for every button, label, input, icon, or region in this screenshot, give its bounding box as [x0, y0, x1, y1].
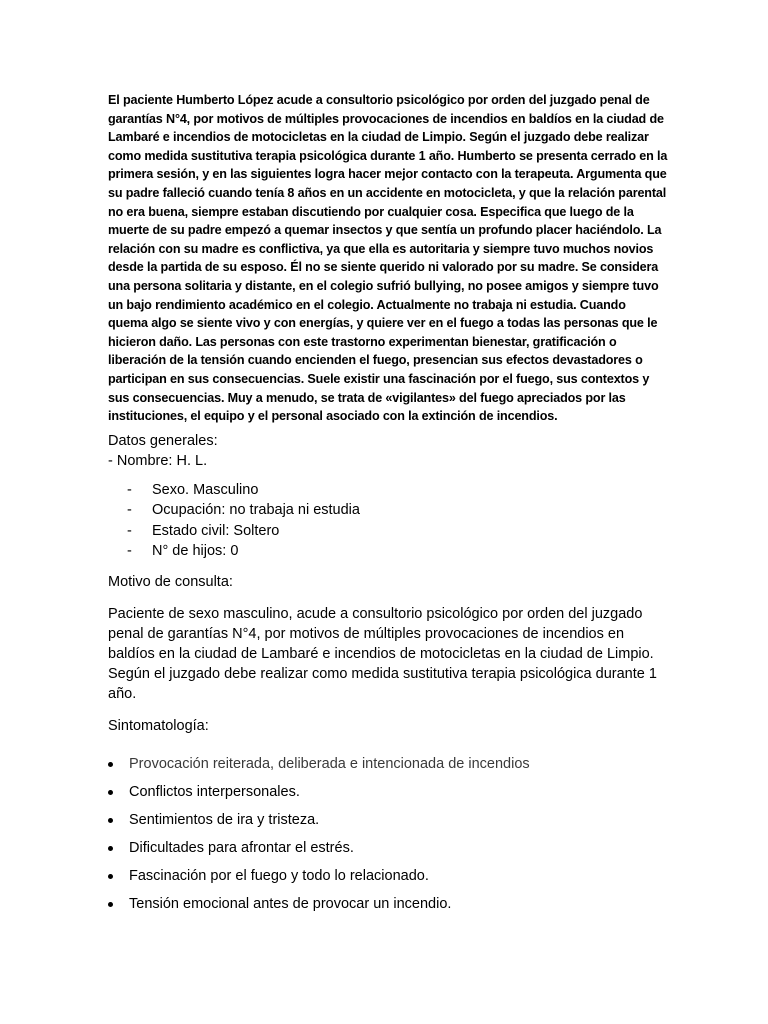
datos-generales-section: [108, 431, 668, 562]
datos-generales-heading: Datos generales:: [108, 432, 218, 449]
list-item: [108, 866, 668, 886]
list-item: [108, 782, 668, 802]
list-item: [108, 541, 668, 562]
nombre-line: - Nombre: H. L.: [108, 452, 208, 469]
sintoma-item: Conflictos interpersonales.: [129, 783, 300, 800]
motivo-text: Paciente de sexo masculino, acude a consultorio psicológico por orden del juzgado penal de garantías N°4, por motivos de múltiples provocaciones de incendios en baldíos en la ciudad de Lambaré e incendios de motocicletas en la ciudad de Limpio. Según el juzgado debe realizar como medida sustitutiva terapia psicológica durante 1 año.: [108, 605, 657, 702]
dash-marker: -: [127, 522, 132, 539]
bullet-icon: [108, 846, 113, 851]
list-item: [108, 521, 668, 542]
list-item: [108, 810, 668, 830]
list-item: [108, 754, 668, 774]
sintoma-item: Dificultades para afrontar el estrés.: [129, 839, 354, 856]
datos-item-estado-civil: Estado civil: Soltero: [152, 522, 280, 539]
sintomatologia-section: [108, 716, 668, 914]
dash-marker: -: [127, 502, 132, 519]
datos-item-hijos: N° de hijos: 0: [152, 543, 239, 560]
datos-item-ocupacion: Ocupación: no trabaja ni estudia: [152, 502, 360, 519]
bullet-icon: [108, 762, 113, 767]
sintoma-item: Tensión emocional antes de provocar un incendio.: [129, 895, 452, 912]
sintoma-item: Sentimientos de ira y tristeza.: [129, 811, 320, 828]
sintoma-item: Fascinación por el fuego y todo lo relacionado.: [129, 867, 429, 884]
bullet-icon: [108, 902, 113, 907]
datos-item-sexo: Sexo. Masculino: [152, 481, 259, 498]
bullet-icon: [108, 790, 113, 795]
sintomatologia-list: [108, 754, 668, 914]
datos-list: [108, 480, 668, 562]
dash-marker: -: [127, 481, 132, 498]
motivo-section: [108, 572, 668, 704]
sintoma-item: Provocación reiterada, deliberada e intencionada de incendios: [129, 755, 530, 772]
dash-marker: -: [127, 543, 132, 560]
bullet-icon: [108, 818, 113, 823]
motivo-heading: Motivo de consulta:: [108, 573, 233, 590]
list-item: [108, 480, 668, 501]
bullet-icon: [108, 874, 113, 879]
document-page: [108, 91, 668, 922]
list-item: [108, 500, 668, 521]
intro-paragraph: El paciente Humberto López acude a consultorio psicológico por orden del juzgado penal de garantías N°4, por motivos de múltiples provocaciones de incendios en baldíos en la ciudad de Lambaré e incendios de motocicletas en la ciudad de Limpio. Según el juzgado debe realizar como medida sustitutiva terapia psicológica durante 1 año. Humberto se presenta cerrado en la primera sesión, y en las siguientes logra hacer mejor contacto con la terapeuta. Argumenta que su padre falleció cuando tenía 8 años en un accidente en motocicleta, y que la relación parental no era buena, siempre estaban discutiendo por cualquier cosa. Especifica que luego de la muerte de su padre empezó a quemar insectos y que sentía un profundo placer haciéndolo. La relación con su madre es conflictiva, ya que ella es autoritaria y siempre tuvo muchos novios desde la partida de su esposo. Él no se siente querido ni valorado por su madre. Se considera una persona solitaria y distante, en el colegio sufrió bullying, no posee amigos y siempre tuvo un bajo rendimiento académico en el colegio. Actualmente no trabaja ni estudia. Cuando quema algo se siente vivo y con energías, y quiere ver en el fuego a todas las personas que le hicieron daño. Las personas con este trastorno experimentan bienestar, gratificación o liberación de la tensión cuando encienden el fuego, presencian sus efectos devastadores o participan en sus consecuencias. Suele existir una fascinación por el fuego, sus contextos y sus consecuencias. Muy a menudo, se trata de «vigilantes» del fuego apreciados por las instituciones, el equipo y el personal asociado con la extinción de incendios.: [108, 93, 668, 424]
sintomatologia-heading: Sintomatología:: [108, 717, 209, 734]
list-item: [108, 894, 668, 914]
list-item: [108, 838, 668, 858]
